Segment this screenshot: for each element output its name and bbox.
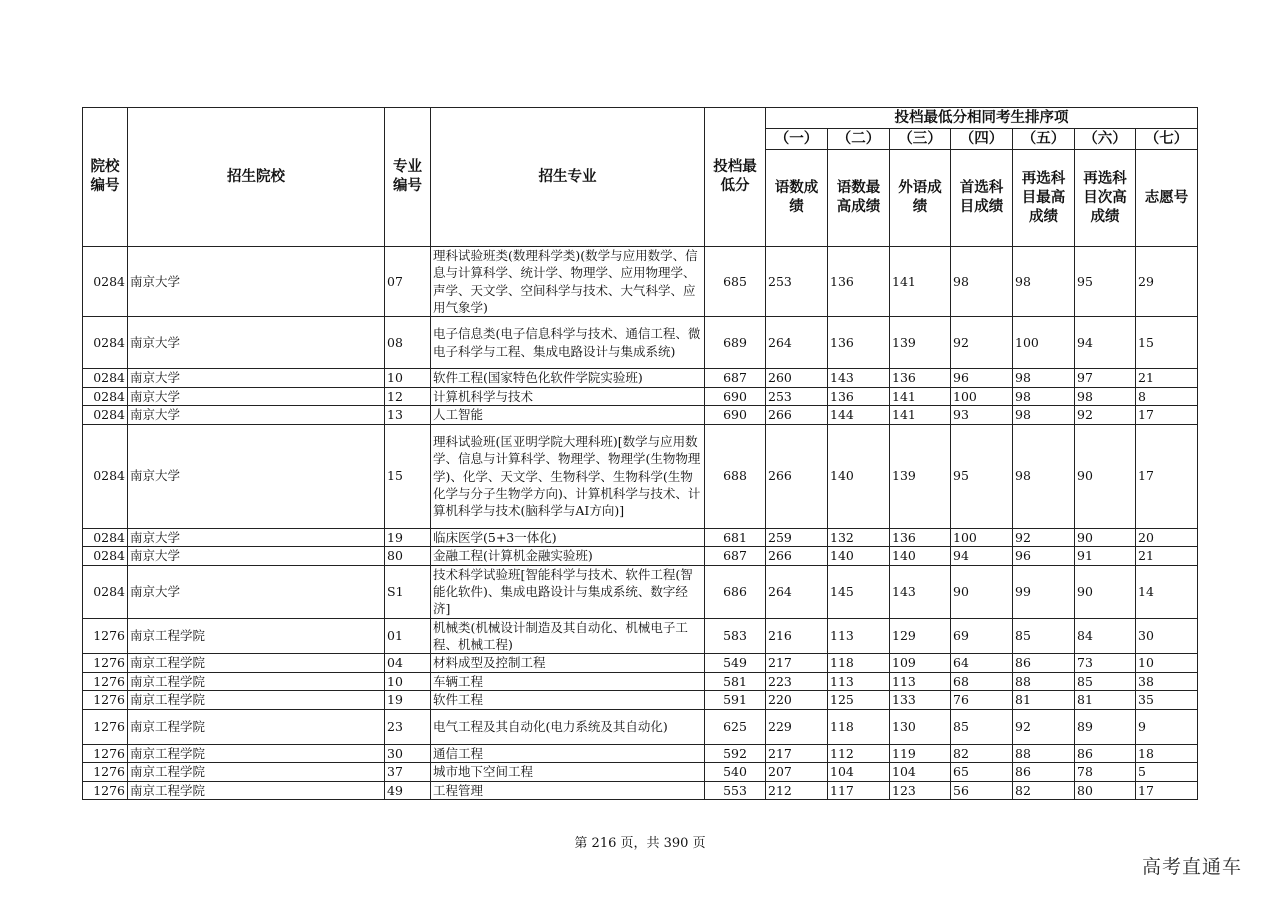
rank-4-cell: 68 (951, 672, 1013, 691)
table-row (83, 781, 1198, 800)
rank-4-cell: 96 (951, 369, 1013, 388)
header-rank-column: 再选科目最高成绩 (1013, 150, 1075, 247)
major-code-cell: 12 (385, 387, 431, 406)
major-code-cell: 04 (385, 654, 431, 673)
rank-7-cell: 10 (1136, 654, 1198, 673)
table-row (83, 654, 1198, 673)
min-score-cell: 690 (705, 406, 766, 425)
header-college-code: 院校编号 (83, 108, 128, 247)
rank-1-cell: 259 (766, 528, 828, 547)
min-score-cell: 591 (705, 691, 766, 710)
college-name-cell: 南京工程学院 (128, 709, 385, 744)
rank-5-cell: 92 (1013, 528, 1075, 547)
major-code-cell: 15 (385, 424, 431, 528)
rank-4-cell: 94 (951, 547, 1013, 566)
rank-4-cell: 82 (951, 744, 1013, 763)
rank-6-cell: 90 (1075, 424, 1136, 528)
min-score-cell: 625 (705, 709, 766, 744)
college-code-cell: 1276 (83, 654, 128, 673)
rank-3-cell: 113 (890, 672, 951, 691)
major-code-cell: 19 (385, 528, 431, 547)
rank-6-cell: 84 (1075, 618, 1136, 654)
rank-1-cell: 223 (766, 672, 828, 691)
rank-1-cell: 217 (766, 654, 828, 673)
rank-7-cell: 5 (1136, 763, 1198, 782)
rank-1-cell: 212 (766, 781, 828, 800)
college-name-cell: 南京工程学院 (128, 618, 385, 654)
min-score-cell: 681 (705, 528, 766, 547)
major-code-cell: 10 (385, 672, 431, 691)
min-score-cell: 581 (705, 672, 766, 691)
rank-6-cell: 80 (1075, 781, 1136, 800)
rank-1-cell: 253 (766, 387, 828, 406)
header-rank-column: 志愿号 (1136, 150, 1198, 247)
rank-6-cell: 90 (1075, 528, 1136, 547)
college-code-cell: 0284 (83, 528, 128, 547)
rank-4-cell: 100 (951, 528, 1013, 547)
rank-7-cell: 17 (1136, 406, 1198, 425)
rank-7-cell: 9 (1136, 709, 1198, 744)
college-code-cell: 0284 (83, 387, 128, 406)
rank-4-cell: 64 (951, 654, 1013, 673)
major-name-cell: 金融工程(计算机金融实验班) (431, 547, 705, 566)
rank-3-cell: 136 (890, 528, 951, 547)
rank-3-cell: 123 (890, 781, 951, 800)
major-name-cell: 计算机科学与技术 (431, 387, 705, 406)
min-score-cell: 583 (705, 618, 766, 654)
major-code-cell: 01 (385, 618, 431, 654)
college-name-cell: 南京工程学院 (128, 744, 385, 763)
college-name-cell: 南京工程学院 (128, 781, 385, 800)
min-score-cell: 686 (705, 565, 766, 618)
major-name-cell: 临床医学(5+3一体化) (431, 528, 705, 547)
rank-3-cell: 140 (890, 547, 951, 566)
major-code-cell: 10 (385, 369, 431, 388)
header-rank-column: 外语成绩 (890, 150, 951, 247)
college-name-cell: 南京大学 (128, 547, 385, 566)
rank-4-cell: 69 (951, 618, 1013, 654)
page-footer: 第 216 页，共 390 页 (574, 836, 706, 851)
college-code-cell: 1276 (83, 691, 128, 710)
header-rank-column: 语数最高成绩 (828, 150, 890, 247)
major-name-cell: 理科试验班(匡亚明学院大理科班)[数学与应用数学、信息与计算科学、物理学、物理学(生物物理学)、化学、天文学、生物科学、生物科学(生物化学与分子生物学方向)、计算机科学与技术、计算机科学与技术(脑科学与AI方向)] (431, 424, 705, 528)
header-major-name: 招生专业 (431, 108, 705, 247)
rank-7-cell: 8 (1136, 387, 1198, 406)
rank-1-cell: 220 (766, 691, 828, 710)
header-rank-column: 语数成绩 (766, 150, 828, 247)
rank-7-cell: 17 (1136, 781, 1198, 800)
major-name-cell: 城市地下空间工程 (431, 763, 705, 782)
rank-5-cell: 98 (1013, 424, 1075, 528)
rank-1-cell: 253 (766, 247, 828, 317)
rank-3-cell: 141 (890, 406, 951, 425)
rank-2-cell: 113 (828, 672, 890, 691)
table-row (83, 247, 1198, 317)
rank-7-cell: 20 (1136, 528, 1198, 547)
rank-1-cell: 216 (766, 618, 828, 654)
college-code-cell: 1276 (83, 763, 128, 782)
major-name-cell: 机械类(机械设计制造及其自动化、机械电子工程、机械工程) (431, 618, 705, 654)
rank-2-cell: 144 (828, 406, 890, 425)
rank-2-cell: 118 (828, 654, 890, 673)
major-code-cell: 13 (385, 406, 431, 425)
rank-4-cell: 56 (951, 781, 1013, 800)
rank-5-cell: 100 (1013, 317, 1075, 369)
major-code-cell: 30 (385, 744, 431, 763)
rank-3-cell: 119 (890, 744, 951, 763)
college-name-cell: 南京工程学院 (128, 691, 385, 710)
major-name-cell: 软件工程 (431, 691, 705, 710)
rank-2-cell: 113 (828, 618, 890, 654)
rank-5-cell: 98 (1013, 247, 1075, 317)
college-code-cell: 0284 (83, 247, 128, 317)
major-name-cell: 人工智能 (431, 406, 705, 425)
rank-3-cell: 139 (890, 424, 951, 528)
min-score-cell: 687 (705, 547, 766, 566)
rank-7-cell: 14 (1136, 565, 1198, 618)
rank-2-cell: 112 (828, 744, 890, 763)
rank-4-cell: 100 (951, 387, 1013, 406)
header-rank-column: 再选科目次高成绩 (1075, 150, 1136, 247)
min-score-cell: 690 (705, 387, 766, 406)
major-name-cell: 电子信息类(电子信息科学与技术、通信工程、微电子科学与工程、集成电路设计与集成系统) (431, 317, 705, 369)
rank-5-cell: 88 (1013, 744, 1075, 763)
college-name-cell: 南京大学 (128, 387, 385, 406)
rank-4-cell: 98 (951, 247, 1013, 317)
table-row (83, 744, 1198, 763)
college-code-cell: 0284 (83, 565, 128, 618)
table-row (83, 672, 1198, 691)
min-score-cell: 549 (705, 654, 766, 673)
rank-7-cell: 30 (1136, 618, 1198, 654)
rank-6-cell: 97 (1075, 369, 1136, 388)
rank-4-cell: 65 (951, 763, 1013, 782)
rank-1-cell: 266 (766, 547, 828, 566)
table-row (83, 763, 1198, 782)
rank-2-cell: 136 (828, 387, 890, 406)
rank-5-cell: 86 (1013, 654, 1075, 673)
major-name-cell: 工程管理 (431, 781, 705, 800)
table-row (83, 565, 1198, 618)
college-name-cell: 南京大学 (128, 565, 385, 618)
major-name-cell: 材料成型及控制工程 (431, 654, 705, 673)
rank-1-cell: 260 (766, 369, 828, 388)
table-row (83, 406, 1198, 425)
major-code-cell: 08 (385, 317, 431, 369)
college-name-cell: 南京大学 (128, 247, 385, 317)
min-score-cell: 685 (705, 247, 766, 317)
rank-2-cell: 132 (828, 528, 890, 547)
major-name-cell: 电气工程及其自动化(电力系统及其自动化) (431, 709, 705, 744)
rank-7-cell: 18 (1136, 744, 1198, 763)
table-row (83, 369, 1198, 388)
rank-2-cell: 125 (828, 691, 890, 710)
college-code-cell: 1276 (83, 672, 128, 691)
rank-5-cell: 85 (1013, 618, 1075, 654)
rank-5-cell: 98 (1013, 406, 1075, 425)
rank-4-cell: 76 (951, 691, 1013, 710)
major-code-cell: 19 (385, 691, 431, 710)
rank-5-cell: 81 (1013, 691, 1075, 710)
rank-6-cell: 81 (1075, 691, 1136, 710)
rank-1-cell: 229 (766, 709, 828, 744)
major-code-cell: S1 (385, 565, 431, 618)
major-code-cell: 49 (385, 781, 431, 800)
rank-3-cell: 141 (890, 247, 951, 317)
college-name-cell: 南京大学 (128, 317, 385, 369)
major-name-cell: 软件工程(国家特色化软件学院实验班) (431, 369, 705, 388)
rank-7-cell: 38 (1136, 672, 1198, 691)
rank-6-cell: 73 (1075, 654, 1136, 673)
rank-6-cell: 86 (1075, 744, 1136, 763)
rank-1-cell: 217 (766, 744, 828, 763)
college-code-cell: 1276 (83, 618, 128, 654)
header-rank-label: （五） (1013, 129, 1075, 150)
college-code-cell: 0284 (83, 547, 128, 566)
college-code-cell: 0284 (83, 369, 128, 388)
rank-1-cell: 266 (766, 406, 828, 425)
rank-2-cell: 145 (828, 565, 890, 618)
header-college-name: 招生院校 (128, 108, 385, 247)
rank-4-cell: 85 (951, 709, 1013, 744)
college-code-cell: 1276 (83, 709, 128, 744)
college-code-cell: 0284 (83, 406, 128, 425)
rank-3-cell: 136 (890, 369, 951, 388)
rank-3-cell: 130 (890, 709, 951, 744)
rank-6-cell: 94 (1075, 317, 1136, 369)
rank-2-cell: 118 (828, 709, 890, 744)
rank-6-cell: 91 (1075, 547, 1136, 566)
rank-1-cell: 207 (766, 763, 828, 782)
rank-5-cell: 98 (1013, 369, 1075, 388)
rank-1-cell: 264 (766, 565, 828, 618)
rank-6-cell: 92 (1075, 406, 1136, 425)
college-name-cell: 南京工程学院 (128, 763, 385, 782)
header-rank-label: （一） (766, 129, 828, 150)
rank-2-cell: 140 (828, 424, 890, 528)
major-code-cell: 80 (385, 547, 431, 566)
rank-5-cell: 88 (1013, 672, 1075, 691)
rank-5-cell: 96 (1013, 547, 1075, 566)
rank-2-cell: 136 (828, 317, 890, 369)
rank-3-cell: 143 (890, 565, 951, 618)
major-name-cell: 车辆工程 (431, 672, 705, 691)
header-rank-label: （四） (951, 129, 1013, 150)
rank-3-cell: 109 (890, 654, 951, 673)
min-score-cell: 553 (705, 781, 766, 800)
college-name-cell: 南京大学 (128, 424, 385, 528)
college-code-cell: 0284 (83, 317, 128, 369)
rank-6-cell: 95 (1075, 247, 1136, 317)
major-code-cell: 37 (385, 763, 431, 782)
min-score-cell: 687 (705, 369, 766, 388)
rank-4-cell: 95 (951, 424, 1013, 528)
rank-2-cell: 136 (828, 247, 890, 317)
rank-1-cell: 264 (766, 317, 828, 369)
major-name-cell: 技术科学试验班[智能科学与技术、软件工程(智能化软件)、集成电路设计与集成系统、数字经济] (431, 565, 705, 618)
table-row (83, 618, 1198, 654)
header-rank-label: （六） (1075, 129, 1136, 150)
table-row (83, 691, 1198, 710)
college-code-cell: 1276 (83, 781, 128, 800)
header-major-code: 专业编号 (385, 108, 431, 247)
major-code-cell: 07 (385, 247, 431, 317)
rank-7-cell: 17 (1136, 424, 1198, 528)
header-tiebreak-group: 投档最低分相同考生排序项 (766, 108, 1198, 129)
college-name-cell: 南京大学 (128, 406, 385, 425)
rank-3-cell: 129 (890, 618, 951, 654)
table-row (83, 424, 1198, 528)
college-code-cell: 0284 (83, 424, 128, 528)
header-rank-label: （二） (828, 129, 890, 150)
header-min-score: 投档最低分 (705, 108, 766, 247)
table-row (83, 547, 1198, 566)
college-name-cell: 南京大学 (128, 528, 385, 547)
min-score-cell: 592 (705, 744, 766, 763)
admission-score-table (82, 107, 1198, 800)
min-score-cell: 540 (705, 763, 766, 782)
college-name-cell: 南京大学 (128, 369, 385, 388)
table-row (83, 709, 1198, 744)
rank-7-cell: 35 (1136, 691, 1198, 710)
min-score-cell: 689 (705, 317, 766, 369)
rank-6-cell: 98 (1075, 387, 1136, 406)
rank-5-cell: 82 (1013, 781, 1075, 800)
college-code-cell: 1276 (83, 744, 128, 763)
rank-4-cell: 90 (951, 565, 1013, 618)
rank-1-cell: 266 (766, 424, 828, 528)
header-rank-label: （七） (1136, 129, 1198, 150)
table-row (83, 528, 1198, 547)
table-row (83, 317, 1198, 369)
rank-3-cell: 139 (890, 317, 951, 369)
rank-2-cell: 104 (828, 763, 890, 782)
rank-2-cell: 143 (828, 369, 890, 388)
rank-6-cell: 89 (1075, 709, 1136, 744)
rank-3-cell: 104 (890, 763, 951, 782)
college-name-cell: 南京工程学院 (128, 672, 385, 691)
major-name-cell: 理科试验班类(数理科学类)(数学与应用数学、信息与计算科学、统计学、物理学、应用物理学、声学、天文学、空间科学与技术、大气科学、应用气象学) (431, 247, 705, 317)
rank-7-cell: 15 (1136, 317, 1198, 369)
rank-3-cell: 133 (890, 691, 951, 710)
rank-2-cell: 140 (828, 547, 890, 566)
min-score-cell: 688 (705, 424, 766, 528)
major-code-cell: 23 (385, 709, 431, 744)
rank-5-cell: 98 (1013, 387, 1075, 406)
rank-6-cell: 78 (1075, 763, 1136, 782)
watermark: 高考直通车 (1142, 856, 1243, 878)
rank-5-cell: 86 (1013, 763, 1075, 782)
major-name-cell: 通信工程 (431, 744, 705, 763)
rank-6-cell: 85 (1075, 672, 1136, 691)
rank-4-cell: 93 (951, 406, 1013, 425)
rank-2-cell: 117 (828, 781, 890, 800)
table-row (83, 387, 1198, 406)
rank-5-cell: 99 (1013, 565, 1075, 618)
rank-7-cell: 21 (1136, 547, 1198, 566)
rank-4-cell: 92 (951, 317, 1013, 369)
rank-3-cell: 141 (890, 387, 951, 406)
header-rank-label: （三） (890, 129, 951, 150)
college-name-cell: 南京工程学院 (128, 654, 385, 673)
header-rank-column: 首选科目成绩 (951, 150, 1013, 247)
rank-5-cell: 92 (1013, 709, 1075, 744)
rank-6-cell: 90 (1075, 565, 1136, 618)
rank-7-cell: 29 (1136, 247, 1198, 317)
rank-7-cell: 21 (1136, 369, 1198, 388)
